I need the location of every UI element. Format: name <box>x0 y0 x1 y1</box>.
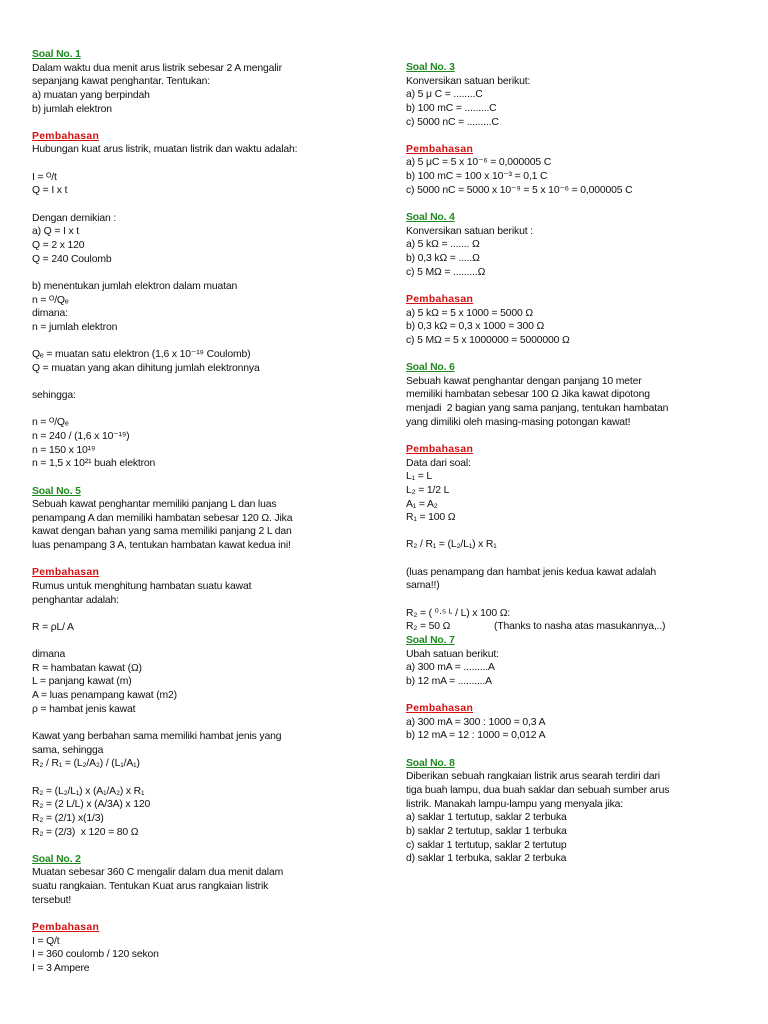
text-line: n = 150 x 10¹⁹ <box>32 444 96 456</box>
text-line: c) saklar 1 tertutup, saklar 2 tertutup <box>406 839 567 851</box>
text-line: sepanjang kawat penghantar. Tentukan: <box>32 76 210 88</box>
text-line: n = ᴼ/Qₑ <box>32 294 69 306</box>
text-line: Hubungan kuat arus listrik, muatan listrik dan waktu adalah: <box>32 144 298 156</box>
text-line: kawat dengan bahan yang sama memiliki panjang 2 L dan <box>32 526 292 538</box>
text-line: R₂ = ( ⁰·⁵ ᴸ / L) x 100 Ω: <box>406 607 511 619</box>
text-line: penampang A dan memiliki hambatan sebesar 120 Ω. Jika <box>32 512 293 524</box>
text-line: yang dimiliki oleh masing-masing potongan kawat! <box>406 416 631 428</box>
blank-line <box>406 279 746 293</box>
solution-heading: Pembahasan <box>406 143 474 155</box>
question-heading: Soal No. 1 <box>32 49 81 60</box>
blank-line <box>32 771 372 785</box>
text-line: Sebuah kawat penghantar memiliki panjang L dan luas <box>32 499 277 511</box>
text-line: a) muatan yang berpindah <box>32 89 150 101</box>
text-line: Q = 240 Coulomb <box>32 253 112 265</box>
blank-line <box>406 525 746 539</box>
text-line: c) 5000 nC = 5000 x 10⁻⁹ = 5 x 10⁻⁶ = 0,000005 C <box>406 184 633 196</box>
text-line: R₂ = (2/1) x(1/3) <box>32 812 104 824</box>
blank-line <box>32 403 372 417</box>
text-line: a) 5 μC = 5 x 10⁻⁶ = 0,000005 C <box>406 157 552 169</box>
text-line: b) jumlah elektron <box>32 103 112 115</box>
blank-line <box>406 347 746 361</box>
text-line: R = ρL/ A <box>32 621 74 633</box>
question-heading: Soal No. 2 <box>32 853 81 865</box>
text-line: dimana: <box>32 308 68 320</box>
text-line: n = ᴼ/Qₑ <box>32 417 69 429</box>
text-line: suatu rangkaian. Tentukan Kuat arus rangkaian listrik <box>32 881 269 893</box>
text-line: c) 5000 nC = .........C <box>406 116 499 128</box>
blank-line <box>32 553 372 567</box>
text-line: R₂ = (2/3) x 120 = 80 Ω <box>32 826 139 838</box>
text-line: listrik. Manakah lampu-lampu yang menyala jika: <box>406 798 624 810</box>
text-line: d) saklar 1 terbuka, saklar 2 terbuka <box>406 853 567 865</box>
blank-line <box>32 266 372 280</box>
blank-line <box>406 197 746 211</box>
text-line: ρ = hambat jenis kawat <box>32 703 136 715</box>
question-heading: Soal No. 3 <box>406 62 455 73</box>
right-column <box>406 61 746 866</box>
text-line: b) 12 mA = 12 : 1000 = 0,012 A <box>406 730 546 742</box>
text-line: c) 5 MΩ = 5 x 1000000 = 5000000 Ω <box>406 334 570 346</box>
text-line: sehingga: <box>32 390 76 402</box>
text-line: R₂ = 50 Ω (Thanks to nasha atas masukannya,..) <box>406 621 666 633</box>
text-line: L₂ = 1/2 L <box>406 484 450 496</box>
text-line: b) 12 mA = ..........A <box>406 675 492 687</box>
text-line: memiliki hambatan sebesar 100 Ω Jika kawat dipotong <box>406 389 650 401</box>
text-line: sama!!) <box>406 580 440 592</box>
text-line: dimana <box>32 649 66 661</box>
text-line: R₂ = (L₂/L₁) x (A₁/A₂) x R₁ <box>32 785 145 797</box>
text-line: n = 240 / (1,6 x 10⁻¹⁹) <box>32 430 130 442</box>
text-line: b) 0,3 kΩ = .....Ω <box>406 252 480 264</box>
blank-line <box>32 635 372 649</box>
text-line: n = jumlah elektron <box>32 321 118 333</box>
text-line: R₂ / R₁ = (L₂/A₂) / (L₁/A₁) <box>32 758 140 770</box>
question-heading: Soal No. 7 <box>406 634 455 646</box>
solution-heading: Pembahasan <box>32 130 100 142</box>
text-line: b) saklar 2 tertutup, saklar 1 terbuka <box>406 825 567 837</box>
text-line: I = ᴼ/t <box>32 171 57 183</box>
text-line: penghantar adalah: <box>32 594 119 606</box>
solution-heading: Pembahasan <box>406 703 474 715</box>
blank-line <box>32 607 372 621</box>
text-line: Muatan sebesar 360 C mengalir dalam dua menit dalam <box>32 867 284 879</box>
text-line: b) 0,3 kΩ = 0,3 x 1000 = 300 Ω <box>406 321 545 333</box>
text-line: A = luas penampang kawat (m2) <box>32 690 177 702</box>
text-line: b) 100 mC = 100 x 10⁻³ = 0,1 C <box>406 171 548 183</box>
solution-heading: Pembahasan <box>32 922 100 933</box>
text-line: R₂ / R₁ = (L₂/L₁) x R₁ <box>406 539 497 551</box>
text-line: Dalam waktu dua menit arus listrik sebesar 2 A mengalir <box>32 62 282 74</box>
text-line: tersebut! <box>32 894 72 906</box>
text-line: I = Q/t <box>32 935 60 947</box>
text-line: I = 3 Ampere <box>32 962 90 974</box>
text-line: menjadi 2 bagian yang sama panjang, tentukan hambatan <box>406 403 669 415</box>
text-line: a) 300 mA = .........A <box>406 662 495 674</box>
text-line: Q = 2 x 120 <box>32 239 85 251</box>
text-line: a) 5 kΩ = 5 x 1000 = 5000 Ω <box>406 307 534 319</box>
text-line: Diberikan sebuah rangkaian listrik arus searah terdiri dari <box>406 771 660 783</box>
text-line: n = 1,5 x 10²¹ buah elektron <box>32 458 156 470</box>
question-heading: Soal No. 4 <box>406 212 455 224</box>
blank-line <box>406 593 746 607</box>
blank-line <box>406 743 746 757</box>
text-line: Q = muatan yang akan dihitung jumlah elektronnya <box>32 362 260 374</box>
text-line: I = 360 coulomb / 120 sekon <box>32 949 159 961</box>
text-line: Qₑ = muatan satu elektron (1,6 x 10⁻¹⁹ Coulomb) <box>32 349 251 361</box>
text-line: Rumus untuk menghitung hambatan suatu kawat <box>32 580 252 592</box>
text-line: tiga buah lampu, dua buah saklar dan sebuah sumber arus <box>406 784 670 796</box>
text-line: c) 5 MΩ = .........Ω <box>406 266 486 278</box>
text-line: a) 300 mA = 300 : 1000 = 0,3 A <box>406 716 546 728</box>
text-line: Data dari soal: <box>406 457 471 469</box>
blank-line <box>32 907 372 921</box>
text-line: sama, sehingga <box>32 744 104 756</box>
text-line: b) menentukan jumlah elektron dalam muatan <box>32 280 238 292</box>
text-line: R₁ = 100 Ω <box>406 512 456 524</box>
blank-line <box>32 375 372 389</box>
blank-line <box>32 716 372 730</box>
text-line: Sebuah kawat penghantar dengan panjang 10 meter <box>406 375 642 387</box>
text-line: b) 100 mC = .........C <box>406 102 497 114</box>
text-line: R₂ = (2 L/L) x (A/3A) x 120 <box>32 799 151 811</box>
left-column <box>32 48 372 976</box>
blank-line <box>406 552 746 566</box>
text-line: A₁ = A₂ <box>406 498 438 510</box>
question-heading: Soal No. 5 <box>32 485 81 497</box>
blank-line <box>32 334 372 348</box>
text-line: luas penampang 3 A, tentukan hambatan kawat kedua ini! <box>32 540 291 552</box>
blank-line <box>406 129 746 143</box>
solution-heading: Pembahasan <box>32 567 100 579</box>
solution-heading: Pembahasan <box>406 293 474 305</box>
solution-heading: Pembahasan <box>406 443 474 455</box>
text-line: Konversikan satuan berikut: <box>406 75 531 87</box>
text-line: Q = I x t <box>32 185 68 197</box>
blank-line <box>32 198 372 212</box>
question-heading: Soal No. 8 <box>406 757 455 769</box>
text-line: Ubah satuan berikut: <box>406 648 499 660</box>
text-line: a) 5 μ C = ........C <box>406 89 483 101</box>
blank-line <box>32 157 372 171</box>
text-line: Kawat yang berbahan sama memiliki hambat jenis yang <box>32 731 282 743</box>
blank-line <box>406 688 746 702</box>
text-line: a) 5 kΩ = ....... Ω <box>406 239 480 251</box>
text-line: L₁ = L <box>406 471 433 483</box>
blank-line <box>32 471 372 485</box>
text-line: a) saklar 1 tertutup, saklar 2 terbuka <box>406 812 567 824</box>
text-line: a) Q = I x t <box>32 226 79 238</box>
text-line: Dengan demikian : <box>32 212 117 224</box>
blank-line <box>406 429 746 443</box>
text-line: R = hambatan kawat (Ω) <box>32 662 142 674</box>
text-line: (luas penampang dan hambat jenis kedua kawat adalah <box>406 566 656 578</box>
blank-line <box>32 839 372 853</box>
blank-line <box>32 116 372 130</box>
text-line: Konversikan satuan berikut : <box>406 225 533 237</box>
question-heading: Soal No. 6 <box>406 362 455 374</box>
text-line: L = panjang kawat (m) <box>32 676 132 688</box>
